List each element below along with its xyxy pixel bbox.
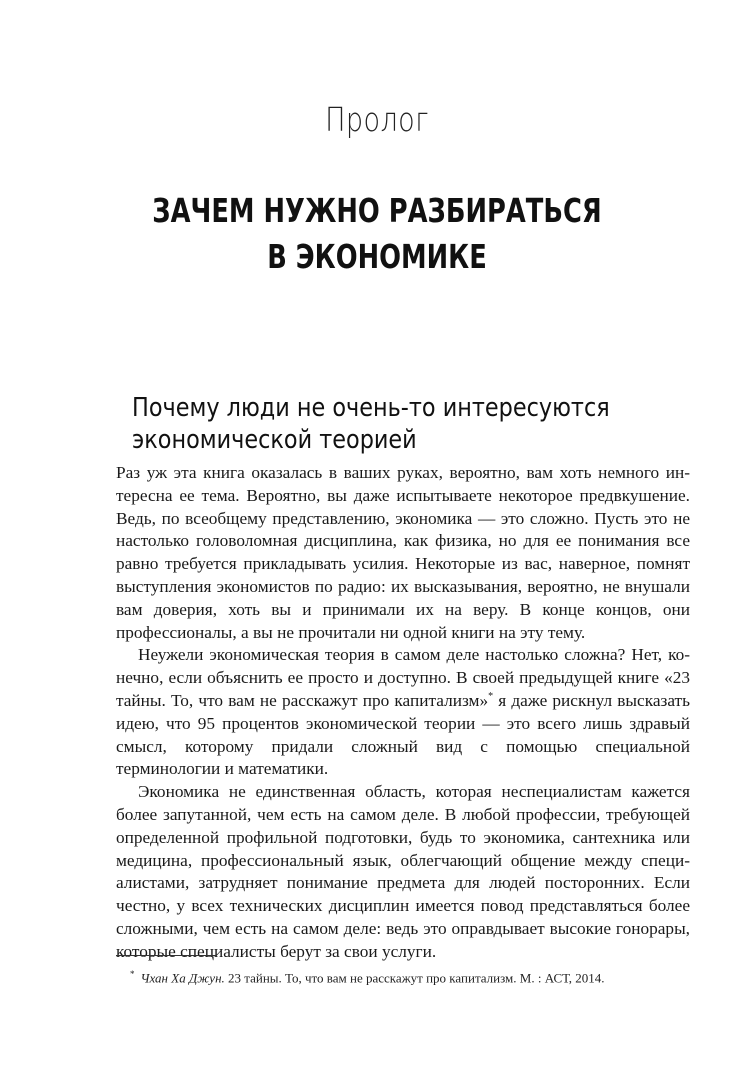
prolog-label: Пролог (325, 100, 429, 139)
paragraph-2-part-1: Неужели экономическая теория в самом деле настолько сложна? Нет, конечно, если объяснить ее просто и доступно. В своей предыдущей книге «23 тайны. То, что вам не расскажут про капитализм» (116, 645, 690, 710)
paragraph-1: Раз уж эта книга оказалась в ваших руках, вероятно, вам хоть немного интересна ее тема. Вероятно, вы даже испытываете некоторое предвкушение. Ведь, по всеобщему представлению, экономика — это сложно. Пусть это не настолько головоломная дисциплина, как физика, но для ее понимания все равно требуется прикладывать усилия. Некоторые из вас, наверное, помнят выступления экономистов по радио: их высказывания, вероятно, не внушали вам доверия, хоть вы и принимали их на веру. В конце концов, они профессионалы, а вы не прочитали ни одной книги на эту тему. (116, 463, 690, 642)
chapter-title (83, 188, 671, 280)
section-heading (132, 392, 648, 456)
section-heading-line-2: экономической теорией (132, 425, 417, 455)
footnote (130, 966, 690, 986)
footnote-mark: * (130, 969, 135, 979)
section-heading-line-1: Почему люди не очень-то интересуются (132, 393, 610, 423)
footnote-divider (116, 955, 216, 956)
footnote-author: Чхан Ха Джун. (140, 970, 225, 986)
footnote-reference[interactable]: * (488, 691, 494, 703)
chapter-title-line-1: ЗАЧЕМ НУЖНО РАЗБИРАТЬСЯ (152, 191, 602, 230)
paragraph-2 (116, 644, 690, 781)
chapter-title-line-2: В ЭКОНОМИКЕ (267, 237, 487, 276)
body-text (116, 462, 690, 964)
footnote-text: 23 тайны. То, что вам не расскажут про капитализм. М. : АСТ, 2014. (224, 970, 605, 986)
paragraph-3: Экономика не единственная область, которая неспециалистам кажется более запутанной, чем есть на самом деле. В любой профессии, требующей определенной профильной подготовки, будь то экономика, сантехника или медицина, профессиональный язык, облегчающий общение между специалистами, затрудняет понимание предмета для людей посторонних. Если честно, у всех технических дисциплин имеется повод представляться более сложными, чем есть на самом деле: ведь это оправдывает высокие гонорары, которые специалисты берут за свои услуги. (116, 782, 690, 961)
paragraph-2-part-2: я даже рискнул высказать идею, что 95 процентов экономической теории — это всего лишь здравый смысл, которому придали сложный вид с помощью специальной терминологии и математики. (116, 690, 690, 779)
